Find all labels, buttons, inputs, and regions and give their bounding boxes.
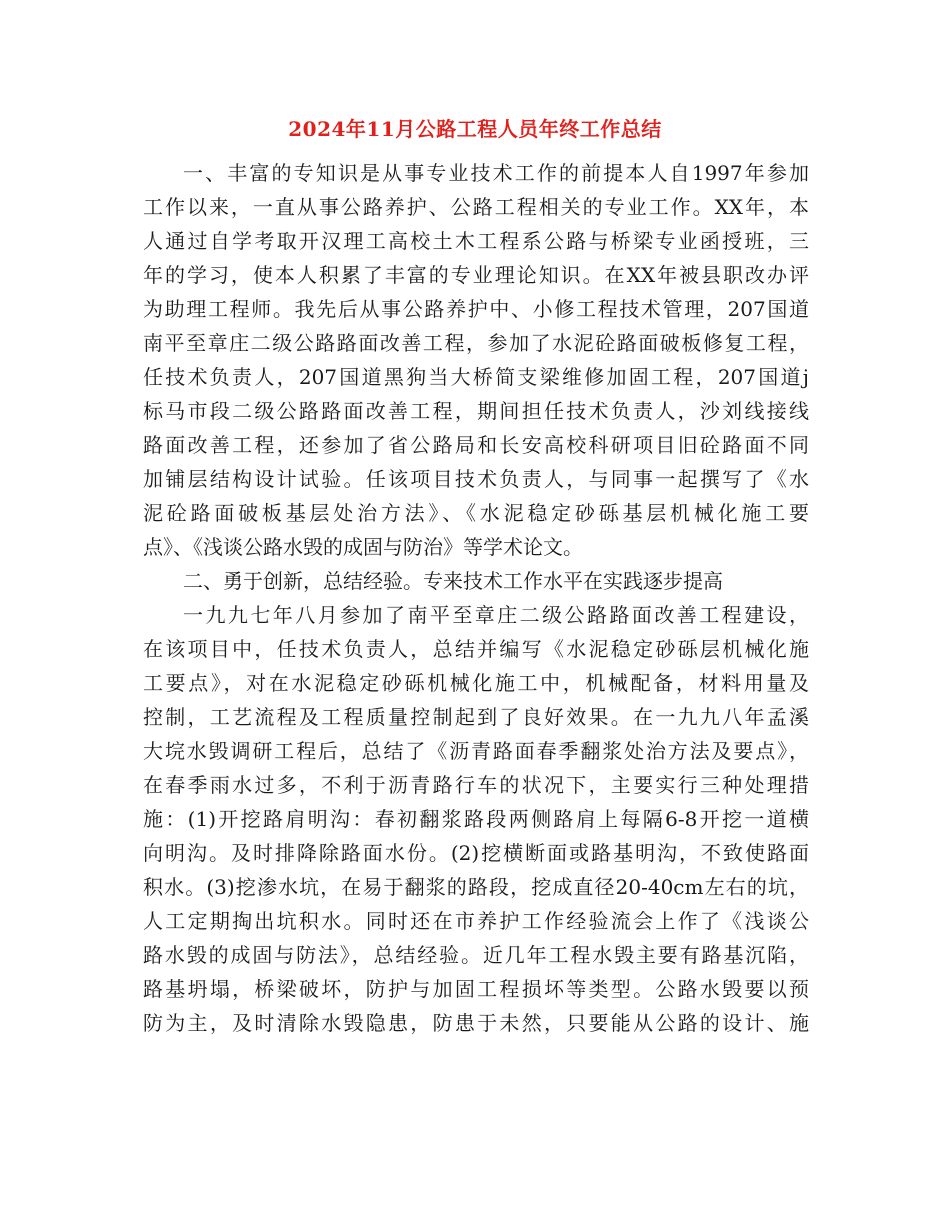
text-line: 路面改善工程，还参加了省公路局和长安高校科研项目旧砼路面不同 <box>143 433 809 457</box>
text-line: 工要点》，对在水泥稳定砂砾机械化施工中，机械配备，材料用量及 <box>143 671 809 695</box>
text-line: 路水毁的成固与防法》，总结经验。近几年工程水毁主要有路基沉陷， <box>143 943 809 967</box>
text-line: 大垸水毁调研工程后，总结了《沥青路面春季翻浆处治方法及要点》， <box>143 739 809 763</box>
text-line: 控制，工艺流程及工程质量控制起到了良好效果。在一九九八年孟溪 <box>143 705 809 729</box>
text-line: 标马市段二级公路路面改善工程，期间担任技术负责人，沙刘线接线 <box>143 399 809 423</box>
text-line: 人通过自学考取开汉理工高校土木工程系公路与桥梁专业函授班，三 <box>143 229 809 253</box>
text-line: 任技术负责人，207国道黑狗当大桥简支梁维修加固工程，207国道j <box>143 365 809 389</box>
text-line: 在春季雨水过多，不利于沥青路行车的状况下，主要实行三种处理措 <box>143 773 809 797</box>
text-line: 防为主，及时清除水毁隐患，防患于未然，只要能从公路的设计、施 <box>143 1011 809 1035</box>
text-line: 一九九七年八月参加了南平至章庄二级公路路面改善工程建设， <box>183 603 809 627</box>
text-line: 路基坍塌，桥梁破坏，防护与加固工程损坏等类型。公路水毁要以预 <box>143 977 809 1001</box>
text-line: 一、丰富的专知识是从事专业技术工作的前提本人自1997年参加 <box>183 161 809 185</box>
document-body <box>143 156 809 1040</box>
text-line: 加铺层结构设计试验。任该项目技术负责人，与同事一起撰写了《水 <box>143 467 809 491</box>
text-line: 工作以来，一直从事公路养护、公路工程相关的专业工作。XX年，本 <box>143 195 809 219</box>
text-line: 南平至章庄二级公路路面改善工程，参加了水泥砼路面破板修复工程， <box>143 331 809 355</box>
text-line: 人工定期掏出坑积水。同时还在市养护工作经验流会上作了《浅谈公 <box>143 909 809 933</box>
text-line: 点》、《浅谈公路水毁的成固与防治》等学术论文。 <box>143 535 583 559</box>
text-line: 在该项目中，任技术负责人，总结并编写《水泥稳定砂砾层机械化施 <box>143 637 809 661</box>
document-title: 2024年11月公路工程人员年终工作总结 <box>288 117 662 141</box>
text-line: 施：(1)开挖路肩明沟：春初翻浆路段两侧路肩上每隔6-8开挖一道横 <box>143 807 809 831</box>
text-line: 二、勇于创新，总结经验。专来技术工作水平在实践逐步提高 <box>183 569 723 593</box>
text-line: 年的学习，使本人积累了丰富的专业理论知识。在XX年被县职改办评 <box>143 263 809 287</box>
text-line: 向明沟。及时排降除路面水份。(2)挖横断面或路基明沟，不致使路面 <box>143 841 809 865</box>
text-line: 泥砼路面破板基层处治方法》、《水泥稳定砂砾基层机械化施工要 <box>143 501 809 525</box>
text-line: 为助理工程师。我先后从事公路养护中、小修工程技术管理，207国道 <box>143 297 809 321</box>
text-line: 积水。(3)挖渗水坑，在易于翻浆的路段，挖成直径20-40cm左右的坑， <box>143 875 809 899</box>
